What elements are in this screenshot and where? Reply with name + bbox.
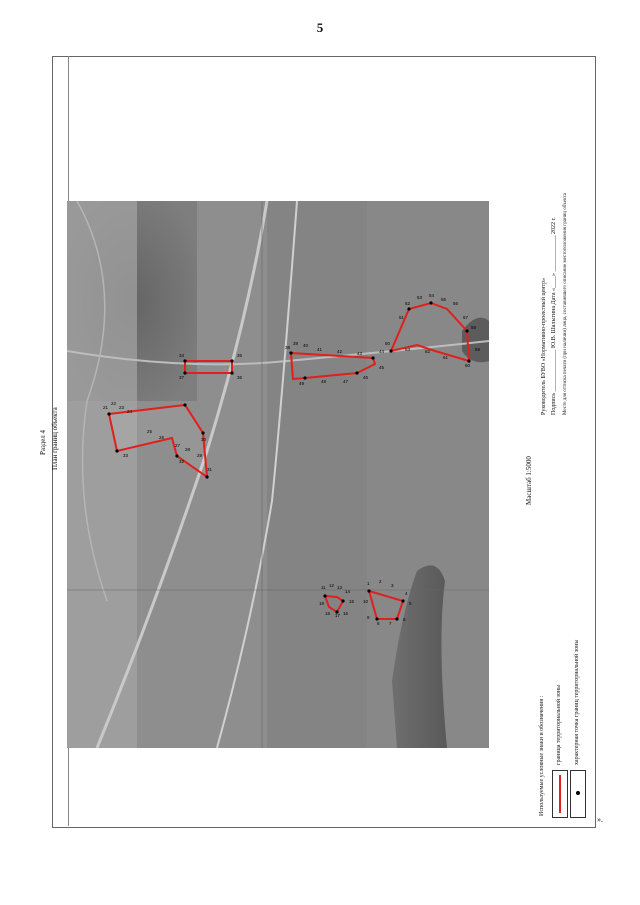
point-number-label: 47 <box>343 379 349 384</box>
aerial-map <box>67 201 489 748</box>
point-number-label: 29 <box>197 453 203 458</box>
point-number-label: 62 <box>425 349 431 354</box>
point-number-label: 43 <box>357 351 363 356</box>
point-number-label: 45 <box>379 365 385 370</box>
signature-line-2 <box>551 217 557 415</box>
point-number-label: 54 <box>429 293 435 298</box>
point-number-label: 49 <box>299 381 305 386</box>
point-number-label: 32 <box>179 459 185 464</box>
legend-item-point: характерная точка границ территориальной зоны <box>574 639 580 765</box>
point-number-label: 40 <box>303 343 309 348</box>
legend-heading: Используемые условные знаки и обозначения : <box>539 695 545 816</box>
point-number-label: 51 <box>399 315 405 320</box>
point-number-label: 21 <box>103 405 109 410</box>
point-number-label: 24 <box>127 409 133 414</box>
point-number-label: 13 <box>337 585 343 590</box>
point-number-label: 19 <box>319 601 325 606</box>
point-number-label: 22 <box>111 401 117 406</box>
point-number-label: 34 <box>179 353 185 358</box>
map-canvas <box>67 201 489 748</box>
point-number-label: 10 <box>363 599 369 604</box>
point-number-label: 6 <box>403 617 406 622</box>
section-title: Раздел 4 <box>39 429 47 455</box>
point-number-label: 2 <box>379 579 382 584</box>
point-number-label: 30 <box>201 437 207 442</box>
legend-swatch-point <box>570 770 586 818</box>
point-number-label: 36 <box>237 375 243 380</box>
point-number-label: 31 <box>207 467 213 472</box>
point-number-label: 59 <box>475 347 481 352</box>
point-number-label: 53 <box>417 295 423 300</box>
legend-point-dot <box>576 791 580 795</box>
point-number-label: 26 <box>159 435 165 440</box>
point-number-label: 28 <box>185 447 191 452</box>
point-number-label: 14 <box>345 589 351 594</box>
point-number-label: 33 <box>123 453 129 458</box>
point-number-label: 1 <box>367 581 370 586</box>
point-number-label: 56 <box>453 301 459 306</box>
legend-item-boundary: граница территориальной зоны <box>556 684 562 765</box>
page-number: 5 <box>316 20 324 35</box>
closing-quote: ». <box>597 815 603 824</box>
point-number-label: 61 <box>443 355 449 360</box>
point-number-label: 55 <box>441 297 447 302</box>
signature-prefix: Подпись <box>551 392 557 415</box>
point-number-label: 9 <box>367 615 370 620</box>
point-number-label: 4 <box>405 591 408 596</box>
point-number-label: 48 <box>321 379 327 384</box>
point-number-label: 57 <box>463 315 469 320</box>
point-number-label: 63 <box>405 347 411 352</box>
point-number-label: 5 <box>409 601 412 606</box>
point-number-label: 16 <box>343 611 349 616</box>
point-number-label: 46 <box>363 375 369 380</box>
point-number-label: 12 <box>329 583 335 588</box>
point-number-label: 18 <box>325 611 331 616</box>
section-subtitle: План границ объекта <box>51 407 59 470</box>
point-number-label: 17 <box>335 613 341 618</box>
signature-date: Дата «____» ____________ 2022 г. <box>551 217 557 305</box>
point-number-label: 39 <box>293 341 299 346</box>
point-number-label: 15 <box>349 599 355 604</box>
point-number-label: 41 <box>317 347 323 352</box>
legend-boundary-line <box>559 775 561 813</box>
point-number-label: 35 <box>237 353 243 358</box>
point-number-label: 42 <box>337 349 343 354</box>
legend-swatch-boundary <box>552 770 568 818</box>
signature-line-3: Место для оттиска печати (при наличии) лица, составившего описание местоположения границ объекта <box>563 193 568 415</box>
point-number-label: 27 <box>175 443 181 448</box>
point-number-label: 25 <box>147 429 153 434</box>
open-field <box>67 201 137 748</box>
point-number-label: 44 <box>379 349 385 354</box>
point-number-label: 23 <box>119 405 125 410</box>
map-scale: Масштаб 1:5000 <box>525 456 533 505</box>
point-number-label: 38 <box>285 345 291 350</box>
point-number-label: 7 <box>389 621 392 626</box>
point-number-label: 3 <box>391 583 394 588</box>
point-number-label: 8 <box>377 621 380 626</box>
point-number-label: 60 <box>465 363 471 368</box>
signature-line-1: Руководитель БУВО «Нормативно-проектный центр» <box>541 277 547 415</box>
point-number-label: 37 <box>179 375 185 380</box>
point-number-label: 50 <box>385 341 391 346</box>
point-number-label: 11 <box>321 585 326 590</box>
signature-blank: ______________ <box>551 349 557 392</box>
point-number-label: 58 <box>471 325 477 330</box>
signature-name: Ю.В. Шалыгина <box>551 305 557 348</box>
point-number-label: 52 <box>405 301 411 306</box>
